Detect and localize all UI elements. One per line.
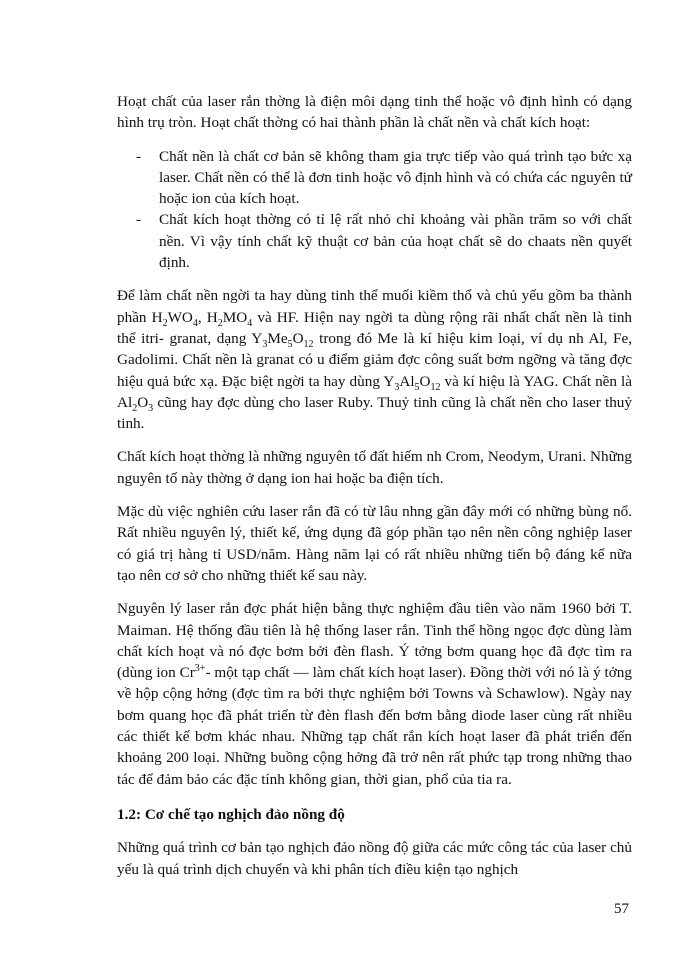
list-item-text: Chất nền là chất cơ bản sẽ không tham gia trực tiếp vào quá trình tạo bức xạ laser. Chất nền có thể là đơn tinh hoặc vô định hình và có chứa các nguyên tử hoặc ion của kích hoạt.	[159, 147, 632, 208]
list-item-text: Chất kích hoạt thờng có tỉ lệ rất nhỏ chỉ khoảng vài phần trăm so với chất nền. Vì vậy tính chất kỹ thuật cơ bản của hoạt chất sẽ do chaats nền quyết định.	[159, 211, 632, 272]
bullet-list	[117, 146, 632, 274]
dash-bullet: -	[136, 211, 142, 229]
document-body	[117, 91, 632, 880]
dash-bullet: -	[136, 147, 142, 165]
industry-paragraph: Mặc dù việc nghiên cứu laser rắn đã có từ lâu nhng gần đây mới có những bùng nổ. Rất nhiều nguyên lý, thiết kế, ứng dụng đã góp phần tạo nên nền công nghiệp laser có giá trị hàng tỉ USD/năm. Hàng năm lại có rất nhiều những tiến bộ đáng kể nữa tạo nên cơ sở cho những thiết kế sau này.	[117, 503, 632, 584]
page-number: 57	[614, 901, 629, 917]
list-item	[117, 209, 632, 273]
host-material-paragraph: Để làm chất nền ngời ta hay dùng tinh thể muối kiềm thổ và chủ yếu gồm ba thành phần $H_2WO_4$, $H_2MO_4$ và HF. Hiện nay ngời ta dùng rộng rãi nhất chất nền là tinh thể itri- granat, dạng $Y_3Me_5O_{12}$ trong đó Me là kí hiệu kim loại, ví dụ nh Al, Fe, Gadolimi. Chất nền là granat có u điểm giảm đợc công suất bơm ngỡng và tăng đợc hiệu quả bức xạ. Đặc biệt ngời ta hay dùng $Y_3Al_5O_{12}$ và kí hiệu là YAG. Chất nền là $Al_2O_3$ cũng hay đợc dùng cho laser Ruby. Thuỷ tinh cũng là chất nền cho laser thuỷ tinh.	[117, 287, 633, 433]
intro-paragraph: Hoạt chất của laser rắn thờng là điện môi dạng tinh thể hoặc vô định hình có dạng hình trụ tròn. Hoạt chất thờng có hai thành phần là chất nền và chất kích hoạt:	[117, 93, 632, 132]
section-paragraph: Những quá trình cơ bản tạo nghịch đảo nồng độ giữa các mức công tác của laser chủ yếu là quá trình dịch chuyển và khi phân tích điều kiện tạo nghịch	[117, 839, 632, 878]
section-heading: 1.2: Cơ chế tạo nghịch đảo nồng độ	[117, 805, 345, 823]
activator-paragraph: Chất kích hoạt thờng là những nguyên tố đất hiếm nh Crom, Neodym, Urani. Những nguyên tố này thờng ở dạng ion hai hoặc ba điện tích.	[117, 448, 632, 487]
list-item	[117, 146, 632, 210]
history-paragraph: Nguyên lý laser rắn đợc phát hiện bằng thực nghiệm đầu tiên vào năm 1960 bởi T. Maiman. Hệ thống đầu tiên là hệ thống laser rắn. Tinh thể hồng ngọc đợc dùng làm chất kích hoạt và nó đợc bơm bởi đèn flash. Ý tởng bơm quang học đã đợc tìm ra (dùng ion $Cr^{3+}-$ một tạp chất — làm chất kích hoạt laser). Đồng thời với nó là ý tởng về hộp cộng hởng (đợc tìm ra bởi thực nghiệm bởi Towns và Schawlow). Ngày nay bơm quang học đã phát triển từ đèn flash đến bơm bằng diode laser cùng rất nhiều các thiết kế bơm khác nhau. Những tạp chất rắn kích hoạt laser đã phát triển đến khoảng 200 loại. Những buồng cộng hởng đã trở nên rất phức tạp trong những thao tác để đảm bảo các đặc tính không gian, thời gian, phổ của tia ra.	[117, 600, 632, 788]
